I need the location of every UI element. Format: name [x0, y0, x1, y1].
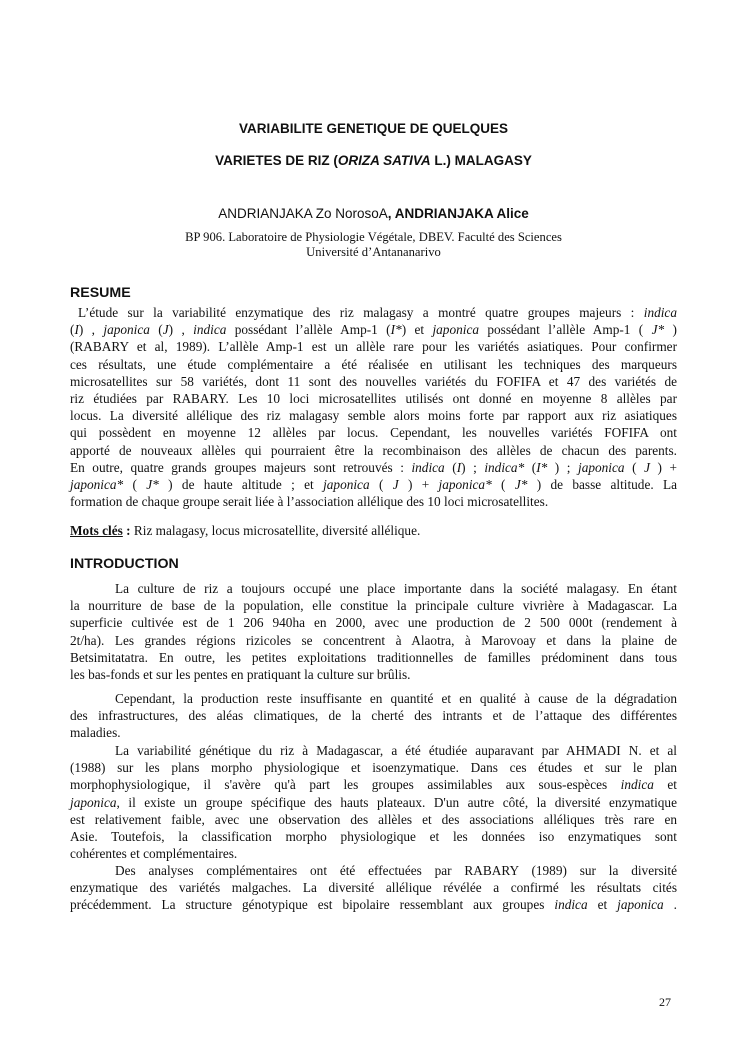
- abstract-line: ces résultats, une étude complémentaire a été réalisée en utilisant les techniques des marqueurs: [70, 356, 677, 372]
- abstract-line: [70, 459, 677, 476]
- t: possédant l’allèle Amp-1 (: [226, 322, 391, 338]
- text: L’étude sur la variabilité enzymatique des riz malagasy a montré quatre groupes majeurs :: [78, 305, 644, 320]
- t: , il existe un groupe spécifique des hauts plateaux. D'un autre côté, la diversité enzymatique: [116, 794, 677, 810]
- section-heading-resume: RESUME: [70, 285, 131, 301]
- intro-paragraph-2: [70, 690, 677, 742]
- intro-line: [70, 776, 677, 793]
- author-2: , ANDRIANJAKA Alice: [387, 206, 529, 221]
- abstract-line: [70, 321, 677, 338]
- abstract-line: microsatellites sur 58 variétés, dont 11 sont des nouvelles variétés du FOFIFA et 47 des variétés de: [70, 373, 677, 389]
- t: J: [392, 477, 399, 493]
- text-italic: indica: [643, 305, 677, 320]
- t: japonica: [70, 794, 117, 810]
- abstract-line: locus. La diversité allélique des riz malagasy semble alors moins forte par rapport aux riz asiatiques: [70, 408, 677, 424]
- intro-line: maladies.: [70, 725, 121, 741]
- keywords-text: Riz malagasy, locus microsatellite, diversité allélique.: [133, 523, 421, 538]
- intro-line: La culture de riz a toujours occupé une place importante dans la société malagasy. En étant: [115, 581, 677, 596]
- t: J: [162, 322, 169, 338]
- intro-line: les bas-fonds et sur les pentes en pratiquant la culture sur brûlis.: [70, 667, 411, 683]
- t: I: [456, 459, 462, 475]
- intro-line: (1988) sur les plans morpho physiologique et isoenzymatique. Dans ces études et sur le plan: [70, 760, 677, 776]
- t: I: [74, 322, 79, 338]
- intro-line: [70, 794, 677, 811]
- t: ) ;: [547, 459, 579, 475]
- abstract-line: riz étudiées par RABARY. Les 10 loci microsatellites utilisés ont donné en moyenne 8 allèles par: [70, 391, 677, 407]
- t: (: [524, 459, 537, 475]
- title-text-end: L.) MALAGASY: [430, 153, 532, 168]
- t: indica: [620, 777, 654, 793]
- t: japonica: [432, 322, 480, 338]
- intro-line: La variabilité génétique du riz à Madagascar, a été étudiée auparavant par AHMADI N. et al: [115, 743, 677, 758]
- intro-paragraph-3: [70, 742, 677, 862]
- t: (: [624, 459, 645, 475]
- t: En outre, quatre grands groupes majeurs sont retrouvés :: [70, 459, 412, 475]
- t: .: [663, 897, 677, 913]
- abstract-line: apporté de nouveaux allèles qui pourraient être la recombinaison des allèles de chacun des parents.: [70, 442, 677, 458]
- title-species: ORIZA SATIVA: [337, 153, 431, 168]
- t: ) et: [401, 322, 433, 338]
- intro-line: des infrastructures, des aléas climatiques, de la cherté des intrants et de l’attaque des différentes: [70, 708, 677, 724]
- paper-title-line-1: VARIABILITE GENETIQUE DE QUELQUES: [238, 121, 509, 136]
- abstract-line: formation de chaque groupe serait liée à l’association allélique des 10 loci microsatellites.: [70, 494, 549, 510]
- t: J: [644, 459, 650, 475]
- intro-paragraph-4: [70, 862, 677, 914]
- author-1: ANDRIANJAKA Zo NorosoA: [218, 206, 388, 221]
- page-number: 27: [659, 995, 671, 1009]
- t: (: [70, 322, 75, 338]
- t: ) ;: [461, 459, 485, 475]
- keywords-label: Mots clés: [70, 523, 123, 538]
- t: japonica*: [438, 477, 492, 493]
- t: ): [664, 322, 677, 338]
- t: japonica: [323, 477, 370, 493]
- abstract-line: (RABARY et al, 1989). L’allèle Amp-1 est un allèle rare pour les variétés asiatiques. Pour confirmer: [70, 339, 677, 355]
- t: japonica*: [70, 477, 124, 493]
- intro-line: la nourriture de base de la population, elle constitue la principale culture vivrière à Madagascar. La: [70, 598, 677, 614]
- t: J*: [651, 322, 665, 338]
- abstract-paragraph: [70, 304, 677, 510]
- paper-title-line-2: [70, 153, 677, 168]
- intro-line: cohérentes et complémentaires.: [70, 846, 238, 862]
- t: japonica: [617, 897, 664, 913]
- t: J*: [146, 477, 159, 493]
- t: indica*: [484, 459, 525, 475]
- t: indica: [193, 322, 227, 338]
- t: ) +: [398, 477, 439, 493]
- intro-line: enzymatique des variétés malgaches. La diversité allélique révélée a confirmé les résultats cités: [70, 880, 677, 896]
- t: (: [123, 477, 147, 493]
- title-text: VARIETES DE RIZ (: [215, 153, 338, 168]
- t: (: [491, 477, 515, 493]
- keywords-separator: :: [122, 523, 134, 538]
- t: japonica: [578, 459, 625, 475]
- abstract-line: qui possèdent en moyenne 12 allèles par locus. Cependant, les nouvelles variétés FOFIFA ont: [70, 425, 677, 441]
- intro-line: Betsimitatatra. En outre, les petites exploitations traditionnelles de familles prédominent dans tous: [70, 649, 677, 665]
- t: ) +: [649, 459, 677, 475]
- t: et: [587, 897, 618, 913]
- intro-line: Des analyses complémentaires ont été effectuées par RABARY (1989) sur la diversité: [115, 863, 677, 878]
- intro-line: est relativement faible, avec une observation des allèles et des associations alléliques très rare en: [70, 811, 677, 827]
- t: (: [149, 322, 163, 338]
- abstract-line: [70, 476, 677, 493]
- abstract-line: [70, 304, 677, 321]
- t: indica: [411, 459, 445, 475]
- intro-line: 2t/ha). Les grandes régions rizicoles se concentrent à Alaotra, à Marovoay et dans la plaine de: [70, 632, 677, 648]
- intro-line: Asie. Toutefois, la classification morpho physiologique et les données iso enzymatiques sont: [70, 829, 677, 845]
- t: ) de haute altitude ; et: [158, 477, 324, 493]
- t: I*: [536, 459, 548, 475]
- affiliation: [70, 230, 677, 260]
- intro-line: Cependant, la production reste insuffisante en quantité et en qualité à cause de la dégradation: [115, 691, 677, 706]
- t: et: [653, 777, 678, 793]
- intro-line: [70, 896, 677, 913]
- t: possédant l’allèle Amp-1 (: [479, 322, 652, 338]
- t: indica: [554, 897, 588, 913]
- affiliation-line-1: BP 906. Laboratoire de Physiologie Végétale, DBEV. Faculté des Sciences: [185, 230, 562, 244]
- t: I*: [390, 322, 402, 338]
- intro-paragraph-1: [70, 580, 677, 683]
- intro-line: superficie cultivée est de 1 206 940ha en 2000, avec une production de 2 500 000t (rendement à: [70, 615, 677, 631]
- t: ) ,: [168, 322, 194, 338]
- t: précédemment. La structure génotypique est bipolaire ressemblant aux groupes: [70, 897, 555, 913]
- t: J*: [514, 477, 528, 493]
- authors: [70, 206, 677, 221]
- t: ) ,: [78, 322, 104, 338]
- t: (: [444, 459, 457, 475]
- section-heading-introduction: INTRODUCTION: [70, 556, 179, 572]
- keywords: [70, 523, 420, 539]
- t: ) de basse altitude. La: [527, 477, 678, 493]
- t: japonica: [103, 322, 150, 338]
- t: (: [369, 477, 393, 493]
- affiliation-line-2: Université d’Antananarivo: [306, 245, 441, 259]
- t: morphophysiologique, il s'avère qu'à part les groupes assimilables aux sous-espèces: [70, 777, 621, 793]
